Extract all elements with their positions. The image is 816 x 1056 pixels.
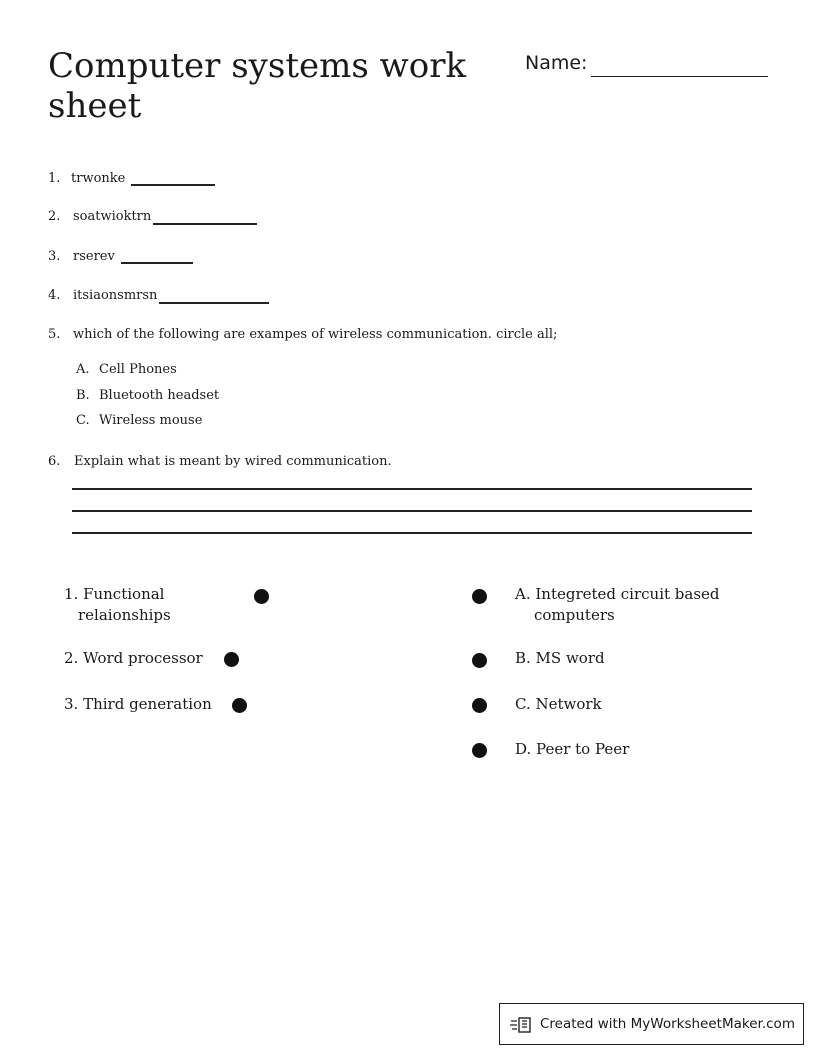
answer-blank-2[interactable] [153,223,257,225]
match-dot-right-d[interactable] [472,743,487,758]
match-dot-right-c[interactable] [472,698,487,713]
page-title: Computer systems work sheet [48,46,467,126]
question-number: 6. [48,454,61,469]
question-text: soatwioktrn [73,209,152,224]
match-dot-left-2[interactable] [224,652,239,667]
question-text: trwonke [71,171,126,186]
match-label: 2. Word processor [64,649,203,667]
question-text: Explain what is meant by wired communication. [74,454,392,469]
name-label: Name: [525,52,588,74]
match-dot-left-3[interactable] [232,698,247,713]
answer-blank-1[interactable] [131,184,215,186]
answer-line-3[interactable] [72,532,752,534]
option-letter: A. [76,362,90,377]
match-label-continued: computers [534,606,615,624]
match-label: A. Integreted circuit based [515,585,720,603]
question-text: which of the following are exampes of wireless communication. circle all; [73,327,558,342]
match-label-continued: relaionships [78,606,171,624]
option-text: Wireless mouse [99,413,203,428]
question-number: 1. [48,171,61,186]
footer-badge[interactable] [499,1003,804,1045]
match-left-3 [64,694,212,715]
match-right-a [515,584,720,626]
question-number: 5. [48,327,61,342]
option-text: Bluetooth headset [99,388,220,403]
worksheet-maker-logo-icon [510,1015,534,1035]
match-label: D. Peer to Peer [515,740,630,758]
footer-text: Created with MyWorksheetMaker.com [540,1016,795,1032]
match-left-1 [64,584,171,626]
answer-blank-4[interactable] [159,302,269,304]
question-number: 4. [48,288,61,303]
match-dot-left-1[interactable] [254,589,269,604]
question-number: 2. [48,209,61,224]
question-text: itsiaonsmrsn [73,288,158,303]
answer-line-1[interactable] [72,488,752,490]
match-dot-right-a[interactable] [472,589,487,604]
name-blank-line[interactable] [591,76,768,77]
match-label: B. MS word [515,649,605,667]
match-label: 1. Functional [64,585,165,603]
match-right-b [515,648,605,669]
answer-line-2[interactable] [72,510,752,512]
option-text: Cell Phones [99,362,177,377]
match-right-d [515,739,629,760]
question-text: rserev [73,249,115,264]
match-label: C. Network [515,695,602,713]
match-dot-right-b[interactable] [472,653,487,668]
match-right-c [515,694,602,715]
option-letter: B. [76,388,90,403]
option-letter: C. [76,413,90,428]
answer-blank-3[interactable] [121,262,193,264]
match-label: 3. Third generation [64,695,212,713]
match-left-2 [64,648,203,669]
question-number: 3. [48,249,61,264]
